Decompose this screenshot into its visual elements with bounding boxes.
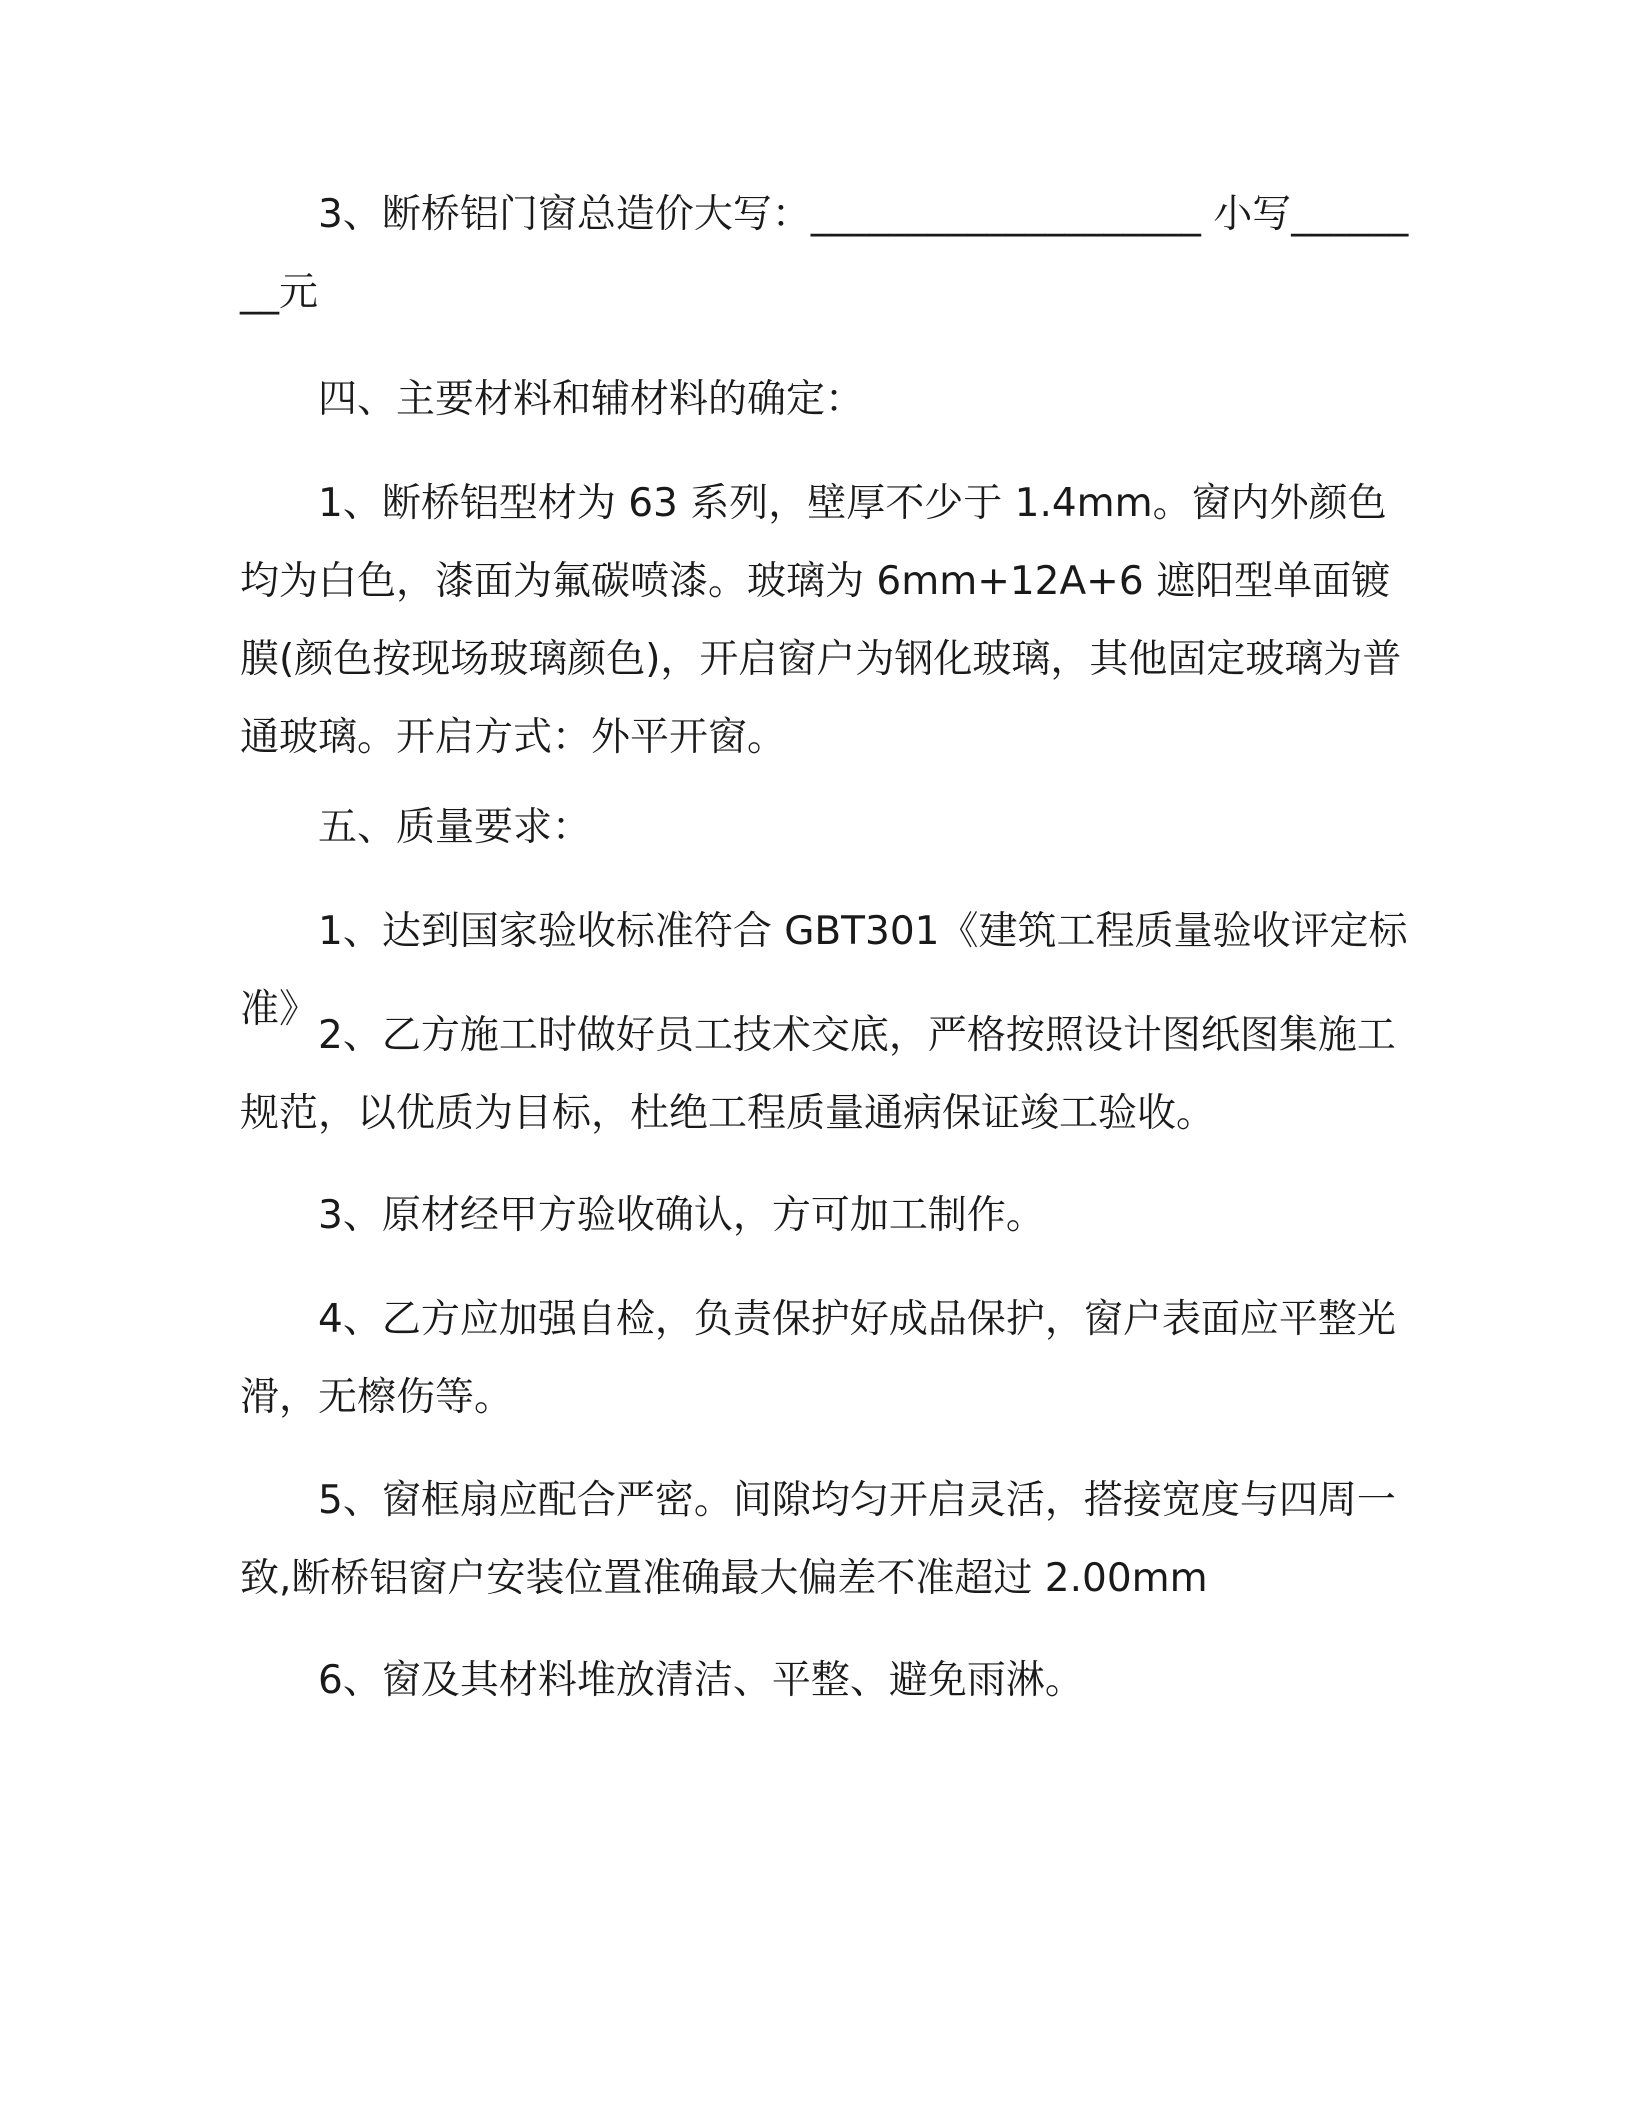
quality-item-6: 6、窗及其材料堆放清洁、平整、避免雨淋。 [318,1658,1084,1703]
quality-item-3: 3、原材经甲方验收确认，方可加工制作。 [318,1193,1045,1238]
section-heading-quality: 五、质量要求： [318,805,592,850]
quality-item-1: 1、达到国家验收标准符合 GBT301《建筑工程质量验收评定标准》 [240,909,1408,1032]
section-heading-materials: 四、主要材料和辅材料的确定： [318,377,865,422]
quality-item-5: 5、窗框扇应配合严密。间隙均匀开启灵活，搭接宽度与四周一致,断桥铝窗户安装位置准确最大偏差不准超过 2.00mm [240,1478,1396,1601]
quality-item-2: 2、乙方施工时做好员工技术交底，严格按照设计图纸图集施工规范，以优质为目标，杜绝工程质量通病保证竣工验收。 [240,1013,1396,1136]
materials-item-1: 1、断桥铝型材为 63 系列，壁厚不少于 1.4mm。窗内外颜色均为白色，漆面为氟碳喷漆。玻璃为 6mm+12A+6 遮阳型单面镀膜(颜色按现场玻璃颜色)，开启窗户为钢化玻璃，其他固定玻璃为普通玻璃。开启方式：外平开窗。 [240,481,1402,760]
total-price-paragraph: 3、断桥铝门窗总造价大写：____________________ 小写________元 [240,192,1409,315]
quality-item-4: 4、乙方应加强自检，负责保护好成品保护，窗户表面应平整光滑，无檫伤等。 [240,1297,1396,1420]
